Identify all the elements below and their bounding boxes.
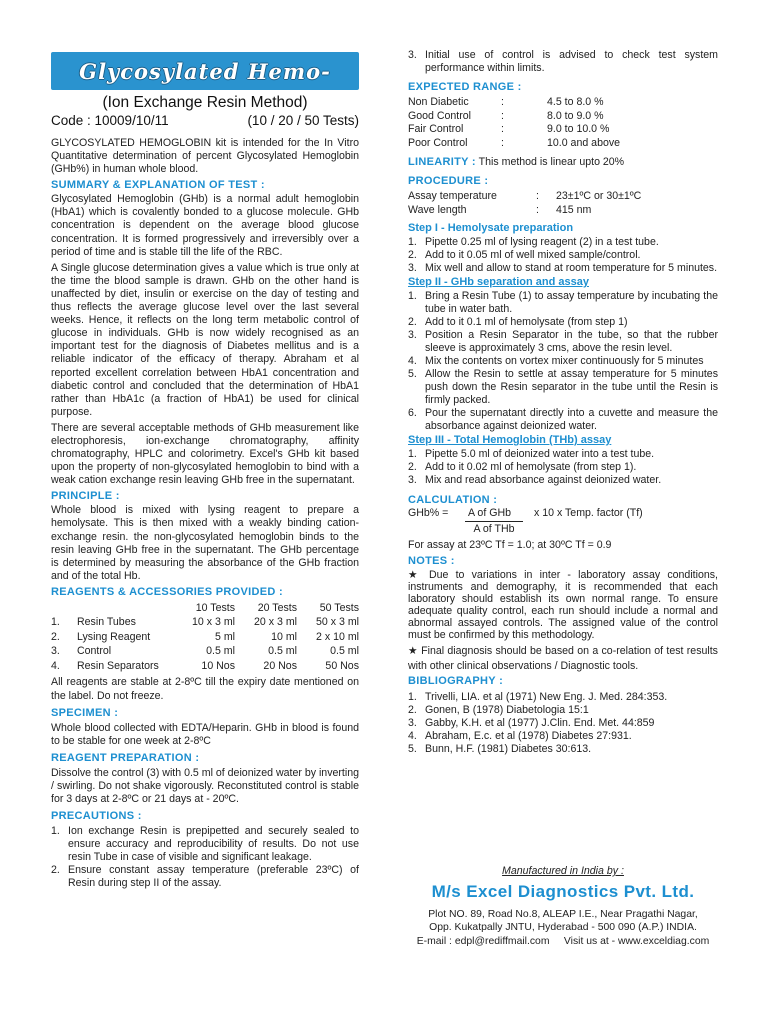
- param-label: Wave length: [408, 203, 467, 216]
- address-line-2: Opp. Kukatpally JNTU, Hyderabad - 500 090 (A.P.) INDIA.: [429, 922, 697, 934]
- reference-text: Gabby, K.H. et al (1977) J.Clin. End. Met. 44:859: [425, 717, 655, 730]
- notes-list: [408, 569, 718, 674]
- range-value: 4.5 to 8.0 %: [547, 96, 604, 108]
- table-cell: 0.5 ml: [268, 645, 297, 658]
- linearity-text: This method is linear upto 20%: [478, 156, 625, 168]
- formula-factor: x 10 x Temp. factor (Tf): [534, 507, 643, 520]
- note-item: [408, 569, 718, 641]
- table-cell: 10 ml: [271, 630, 297, 643]
- contact-line: E-mail : edpl@rediffmail.com Visit us at - www.exceldiag.com: [416, 935, 710, 947]
- reference-text: Abraham, E.c. et al (1978) Diabetes 27:931.: [425, 730, 632, 743]
- expected-range-table: [408, 96, 620, 150]
- list-item: 3. Mix well and allow to stand at room temperature for 5 minutes.: [408, 262, 718, 275]
- reagent-prep-heading: REAGENT PREPARATION :: [51, 751, 200, 764]
- precaution-text: Initial use of control is advised to check test system performance within limits.: [425, 49, 718, 74]
- row-number: 4.: [51, 659, 60, 672]
- summary-paragraph-2: A Single glucose determination gives a value which is true only at the time the blood sample is drawn. GHb on the other hand is unaffected by diet, insulin or exercise on the day of testing and thus reflects the average glucose level over the last several weeks. Hence, it reflects on the long term metabolic control of glucose in individuals. GHb is now widely recognised as an important test for the diagnosis of Diabetes mellitus and is a reliable indicator of the efficacy of therapy. Abraham et al reported excellent correlation between HbA1 concentration and diabetic control and concluded that the determination of HbA1 rather than HbA1c (a fraction of HbA1) be used for clinical purpose.: [51, 261, 359, 418]
- param-value: 415 nm: [556, 203, 592, 216]
- range-label: Good Control: [408, 109, 472, 122]
- table-cell: 2 x 10 ml: [316, 630, 359, 643]
- step-text: Add to it 0.1 ml of hemolysate (from step 1): [425, 316, 628, 329]
- table-cell: 0.5 ml: [206, 645, 235, 658]
- temp-factor-text: For assay at 23ºC Tf = 1.0; at 30ºC Tf = 0.9: [408, 539, 612, 552]
- range-value: 8.0 to 9.0 %: [547, 109, 604, 122]
- param-value: 23±1ºC or 30±1ºC: [556, 190, 642, 203]
- list-item: 2. Add to it 0.1 ml of hemolysate (from step 1): [408, 316, 628, 329]
- precautions-list-continued: [408, 49, 718, 75]
- list-item: 6. Pour the supernatant directly into a cuvette and measure the absorbance against deionized water.: [408, 407, 718, 433]
- bibliography-heading: BIBLIOGRAPHY :: [408, 675, 504, 688]
- linearity-heading: LINEARITY :: [408, 156, 476, 168]
- assay-params-table: [408, 190, 641, 217]
- list-item: 3. Gabby, K.H. et al (1977) J.Clin. End. Met. 44:859: [408, 717, 655, 730]
- precautions-list: [51, 825, 359, 890]
- table-row: Fair Control : 9.0 to 10.0 %: [408, 123, 620, 137]
- reagent-name: Resin Tubes: [77, 616, 136, 629]
- title-banner: [51, 52, 359, 90]
- note-text: Due to variations in inter - laboratory assay conditions, instruments and demography, it is recommended that each laboratory should establish its own normal range. To ensure adequate quality control, each run should include a normal and abnormal assayed controls. The assigned value of the control must be confirmed by this methodology.: [408, 569, 718, 642]
- step-text: Add to it 0.05 ml of well mixed sample/control.: [425, 249, 641, 262]
- reagent-name: Lysing Reagent: [77, 630, 151, 643]
- reagent-name: Control: [77, 645, 112, 658]
- calculation-formula: [408, 507, 718, 537]
- col-header: 10 Tests: [195, 601, 235, 614]
- table-row: Wave length : 415 nm: [408, 204, 641, 218]
- reagents-header-row: [51, 601, 359, 616]
- table-row: [51, 615, 359, 630]
- step3-list: [408, 448, 718, 487]
- bibliography-list: [408, 691, 718, 756]
- row-number: 1.: [51, 616, 60, 629]
- param-label: Assay temperature: [408, 190, 497, 203]
- formula-denominator: A of THb: [465, 521, 523, 536]
- step-text: Add to it 0.02 ml of hemolysate (from step 1).: [425, 461, 637, 474]
- principle-heading: PRINCIPLE :: [51, 490, 120, 503]
- list-item: 2. Gonen, B (1978) Diabetologia 15:1: [408, 704, 589, 717]
- summary-paragraph-1: Glycosylated Hemoglobin (GHb) is a normal adult hemoglobin (HbA1) which is covalently bonded to a glucose molecule. GHb concentration is dependent on the average blood glucose concentration. It is formed progressively and irreversibly over a period of time and is stable till the life of the RBC.: [51, 193, 359, 258]
- col-header: 20 Tests: [257, 601, 297, 614]
- principle-text: Whole blood is mixed with lysing reagent to prepare a hemolysate. This is then mixed with a weakly binding cation-exchange resin. the non-glycosylated hemoglobin binds to the resin leaving GHb free in the supernatant. The GHb percentage is determined by measuring the absorbance of the GHb fraction and of the total Hb.: [51, 504, 359, 582]
- table-row: Assay temperature : 23±1ºC or 30±1ºC: [408, 190, 642, 203]
- list-item: 4. Mix the contents on vortex mixer continuously for 5 minutes: [408, 355, 704, 368]
- company-address: [408, 908, 718, 948]
- manufactured-by-label: Manufactured in India by :: [502, 865, 624, 877]
- table-row: [51, 659, 359, 674]
- star-icon: ★: [408, 569, 429, 582]
- list-item: 3. Initial use of control is advised to check test system performance within limits.: [408, 49, 718, 74]
- table-row: Non Diabetic : 4.5 to 8.0 %: [408, 96, 620, 110]
- summary-heading: SUMMARY & EXPLANATION OF TEST :: [51, 179, 265, 192]
- step2-list: [408, 290, 718, 433]
- step1-list: [408, 236, 718, 275]
- product-code: Code : 10009/10/11: [51, 113, 169, 128]
- reagent-prep-text: Dissolve the control (3) with 0.5 ml of deionized water by inverting / swirling. Do not shake vigorously. Reconstituted control is stable for 3 days at 2-8ºC or 21 days at - 20ºC.: [51, 766, 359, 805]
- list-item: 4. Abraham, E.c. et al (1978) Diabetes 27:931.: [408, 730, 632, 743]
- step3-heading: Step III - Total Hemoglobin (THb) assay: [408, 434, 612, 447]
- precautions-heading: PRECAUTIONS :: [51, 810, 142, 823]
- list-item: 1. Trivelli, LIA. et al (1971) New Eng. J. Med. 284:353.: [408, 691, 668, 704]
- list-item: 5. Allow the Resin to settle at assay temperature for 5 minutes push down the Resin separator in the tube until the Resin is firmly packed.: [408, 368, 718, 407]
- step-text: Bring a Resin Tube (1) to assay temperature by incubating the tube in water bath.: [425, 290, 718, 316]
- step-text: Position a Resin Separator in the tube, so that the rubber sleeve is approximately 3 cms, above the resin level.: [425, 329, 718, 355]
- reference-text: Trivelli, LIA. et al (1971) New Eng. J. Med. 284:353.: [425, 691, 668, 704]
- note-item: [408, 644, 718, 674]
- step-text: Pipette 0.25 ml of lysing reagent (2) in a test tube.: [425, 236, 659, 249]
- formula-numerator: A of GHb: [468, 507, 511, 520]
- calculation-heading: CALCULATION :: [408, 494, 498, 507]
- step-text: Pour the supernatant directly into a cuvette and measure the absorbance against deionized water.: [425, 407, 718, 433]
- reagents-heading: REAGENTS & ACCESSORIES PROVIDED :: [51, 585, 283, 598]
- reagent-name: Resin Separators: [77, 659, 159, 672]
- step1-heading: Step I - Hemolysate preparation: [408, 222, 574, 235]
- range-label: Non Diabetic: [408, 96, 469, 108]
- table-cell: 20 Nos: [263, 659, 297, 672]
- table-cell: 10 Nos: [201, 659, 235, 672]
- precaution-text: Ion exchange Resin is prepipetted and securely sealed to ensure accuracy and reproducibility of results. Do not use resin Tube in case of visible and significant leakage.: [68, 825, 359, 864]
- summary-paragraph-3: There are several acceptable methods of GHb measurement like electrophoresis, ion-exchange chromatography, affinity chromatography, HPLC and colorimetry. Excel's GHb kit based upon the property of non-glycosylated hemoglobin to bind with a weak cation exchange resin leaving GHb free in the supernatant.: [51, 421, 359, 487]
- method-subtitle: (Ion Exchange Resin Method): [102, 94, 308, 111]
- list-item: 1. Bring a Resin Tube (1) to assay temperature by incubating the tube in water bath.: [408, 290, 718, 316]
- address-line-1: Plot NO. 89, Road No.8, ALEAP I.E., Near Pragathi Nagar,: [428, 909, 698, 920]
- linearity-line: [408, 156, 718, 169]
- table-row: Poor Control : 10.0 and above: [408, 136, 621, 149]
- note-text: Final diagnosis should be based on a co-relation of test results with other clinical observations / Diagnostic tools.: [408, 645, 718, 673]
- notes-heading: NOTES :: [408, 555, 455, 568]
- range-value: 10.0 and above: [547, 136, 621, 149]
- formula-lhs: GHb% =: [408, 507, 449, 520]
- banner-title: Glycosylated Hemo-: [79, 58, 331, 84]
- list-item: 2. Add to it 0.05 ml of well mixed sample/control.: [408, 249, 641, 262]
- table-cell: 10 x 3 ml: [192, 616, 235, 629]
- list-item: 1. Ion exchange Resin is prepipetted and securely sealed to ensure accuracy and reproducibility of results. Do not use resin Tube in case of visible and significant leakage.: [51, 825, 359, 864]
- list-item: 3. Mix and read absorbance against deionized water.: [408, 474, 662, 487]
- code-line: [51, 113, 359, 128]
- step-text: Allow the Resin to settle at assay temperature for 5 minutes push down the Resin separator in the tube until the Resin is firmly packed.: [425, 368, 718, 407]
- step-text: Pipette 5.0 ml of deionized water into a test tube.: [425, 448, 655, 461]
- list-item: 1. Pipette 5.0 ml of deionized water into a test tube.: [408, 448, 655, 461]
- step-text: Mix the contents on vortex mixer continuously for 5 minutes: [425, 355, 704, 368]
- table-row: [51, 644, 359, 659]
- step-text: Mix well and allow to stand at room temperature for 5 minutes.: [425, 262, 718, 275]
- reagents-table: [51, 601, 359, 674]
- reference-text: Bunn, H.F. (1981) Diabetes 30:613.: [425, 743, 592, 756]
- row-number: 2.: [51, 630, 60, 643]
- table-cell: 50 Nos: [325, 659, 359, 672]
- table-cell: 0.5 ml: [330, 645, 359, 658]
- table-cell: 20 x 3 ml: [254, 616, 297, 629]
- company-name: M/s Excel Diagnostics Pvt. Ltd.: [431, 882, 695, 901]
- list-item: 5. Bunn, H.F. (1981) Diabetes 30:613.: [408, 743, 592, 756]
- list-item: 1. Pipette 0.25 ml of lysing reagent (2) in a test tube.: [408, 236, 659, 249]
- range-label: Fair Control: [408, 123, 464, 135]
- range-label: Poor Control: [408, 136, 468, 149]
- reference-text: Gonen, B (1978) Diabetologia 15:1: [425, 704, 589, 717]
- left-column: [51, 137, 359, 890]
- table-row: Good Control : 8.0 to 9.0 %: [408, 110, 620, 124]
- step-text: Mix and read absorbance against deionized water.: [425, 474, 662, 487]
- procedure-heading: PROCEDURE :: [408, 175, 489, 188]
- col-header: 50 Tests: [319, 601, 359, 614]
- expected-range-heading: EXPECTED RANGE :: [408, 81, 522, 93]
- intro-text: GLYCOSYLATED HEMOGLOBIN kit is intended for the In Vitro Quantitative determination of percent Glycosylated Hemoglobin (GHb%) in human whole blood.: [51, 137, 359, 176]
- reagents-stability-note: All reagents are stable at 2-8ºC till the expiry date mentioned on the label. Do not freeze.: [51, 676, 359, 702]
- precaution-text: Ensure constant assay temperature (preferable 23ºC) of Resin during step II of the assay.: [68, 864, 359, 890]
- list-item: 3. Position a Resin Separator in the tube, so that the rubber sleeve is approximately 3 cms, above the resin level.: [408, 329, 718, 355]
- list-item: 2. Add to it 0.02 ml of hemolysate (from step 1).: [408, 461, 637, 474]
- list-item: 2. Ensure constant assay temperature (preferable 23ºC) of Resin during step II of the assay.: [51, 864, 359, 890]
- range-value: 9.0 to 10.0 %: [547, 123, 610, 135]
- specimen-heading: SPECIMEN :: [51, 706, 119, 719]
- table-row: [51, 630, 359, 645]
- table-cell: 5 ml: [214, 630, 235, 643]
- row-number: 3.: [51, 645, 60, 658]
- star-icon: ★: [408, 645, 422, 658]
- right-column: [408, 49, 718, 756]
- test-sizes: (10 / 20 / 50 Tests): [247, 113, 359, 128]
- step2-heading: Step II - GHb separation and assay: [408, 276, 589, 289]
- specimen-text: Whole blood collected with EDTA/Heparin. GHb in blood is found to be stable for one week at 2-8ºC: [51, 721, 359, 747]
- table-cell: 50 x 3 ml: [316, 616, 359, 629]
